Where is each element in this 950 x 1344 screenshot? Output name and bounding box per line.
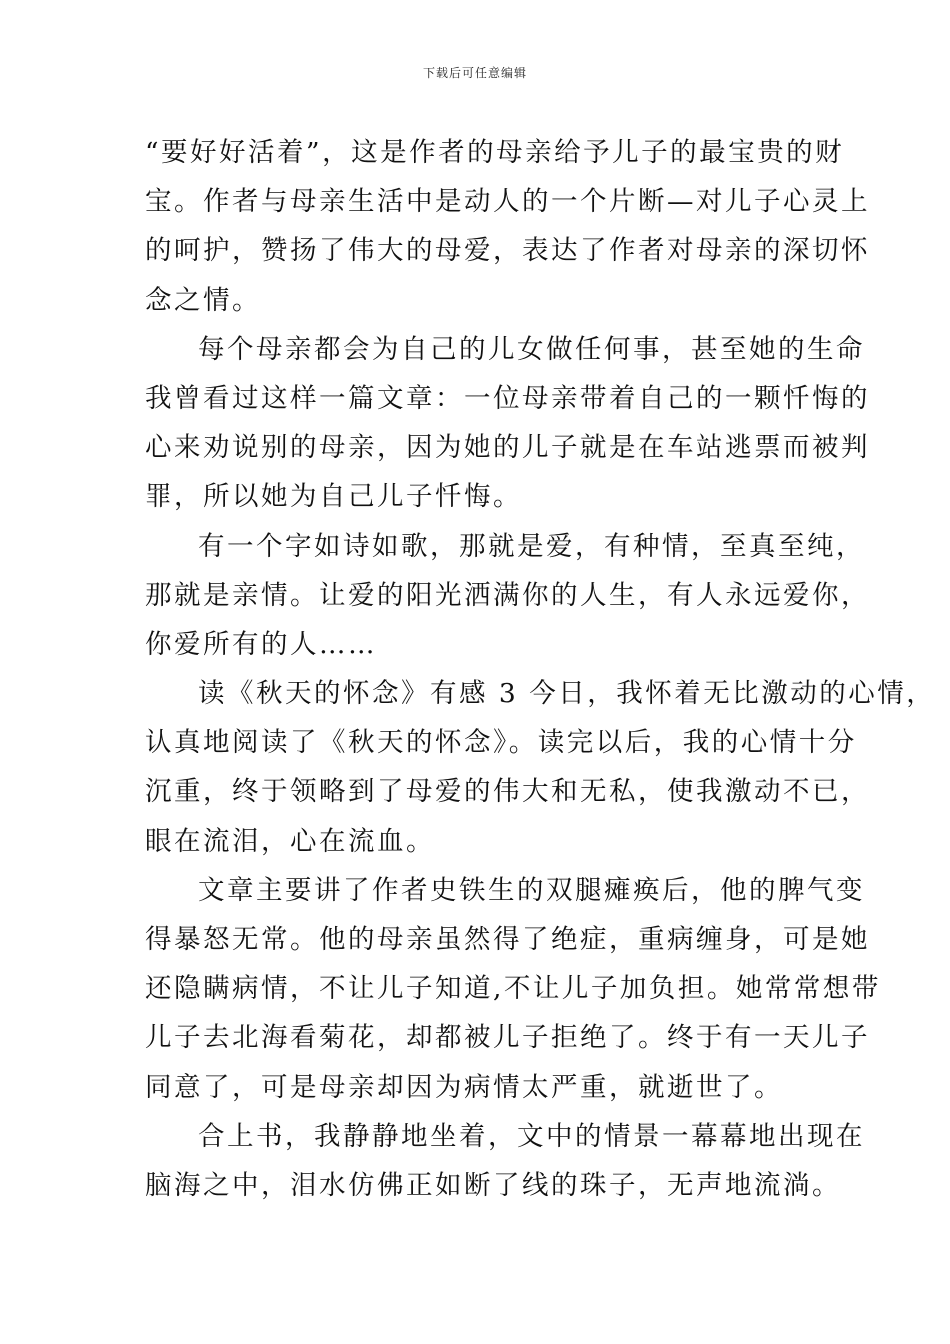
paragraph-2 [145, 325, 870, 522]
text-line: “要好好活着”，这是作者的母亲给予儿子的最宝贵的财 [145, 137, 845, 168]
paragraph-6 [145, 1112, 865, 1210]
paragraph-4 [145, 669, 936, 866]
text-line: 脑海之中，泪水仿佛正如断了线的珠子，无声地流淌。 [145, 1169, 841, 1201]
text-line: 合上书，我静静地坐着，文中的情景一幕幕地出现在 [198, 1120, 865, 1152]
text-line: 文章主要讲了作者史铁生的双腿瘫痪后，他的脾气变 [198, 874, 865, 906]
text-line: 那就是亲情。让爱的阳光洒满你的人生，有人永远爱你， [145, 579, 870, 611]
text-line: 眼在流泪，心在流血。 [145, 825, 435, 857]
text-line: 儿子去北海看菊花，却都被儿子拒绝了。终于有一天儿子 [145, 1022, 870, 1054]
text-line: 读《秋天的怀念》有感 3 今日，我怀着无比激动的心情， [198, 678, 936, 710]
page-header: 下载后可任意编辑 [422, 66, 527, 80]
text-line: 念之情。 [145, 284, 261, 316]
text-line: 得暴怒无常。他的母亲虽然得了绝症，重病缠身，可是她 [145, 924, 870, 955]
document-body [145, 128, 936, 1210]
text-line: 心来劝说别的母亲，因为她的儿子就是在车站逃票而被判 [145, 432, 870, 464]
text-line: 有一个字如诗如歌，那就是爱，有种情，至真至纯， [198, 530, 865, 562]
paragraph-1 [145, 128, 870, 325]
text-line: 宝。作者与母亲生活中是动人的一个片断—对儿子心灵上 [145, 186, 870, 218]
text-line: 还隐瞒病情，不让儿子知道,不让儿子加负担。她常常想带 [145, 973, 881, 1005]
text-line: 同意了，可是母亲却因为病情太严重，就逝世了。 [145, 1071, 783, 1103]
paragraph-3 [145, 522, 870, 670]
text-line: 每个母亲都会为自己的儿女做任何事，甚至她的生命 [198, 333, 865, 365]
text-line: 沉重，终于领略到了母爱的伟大和无私，使我激动不已， [145, 776, 870, 808]
text-line: 罪，所以她为自己儿子忏悔。 [145, 481, 522, 513]
text-line: 认真地阅读了《秋天的怀念》。读完以后，我的心情十分 [145, 727, 857, 759]
text-line: 的呵护，赞扬了伟大的母爱，表达了作者对母亲的深切怀 [145, 235, 870, 267]
paragraph-5 [145, 866, 881, 1112]
text-line: 你爱所有的人…… [145, 628, 377, 660]
text-line: 我曾看过这样一篇文章：一位母亲带着自己的一颗忏悔的 [145, 382, 870, 414]
